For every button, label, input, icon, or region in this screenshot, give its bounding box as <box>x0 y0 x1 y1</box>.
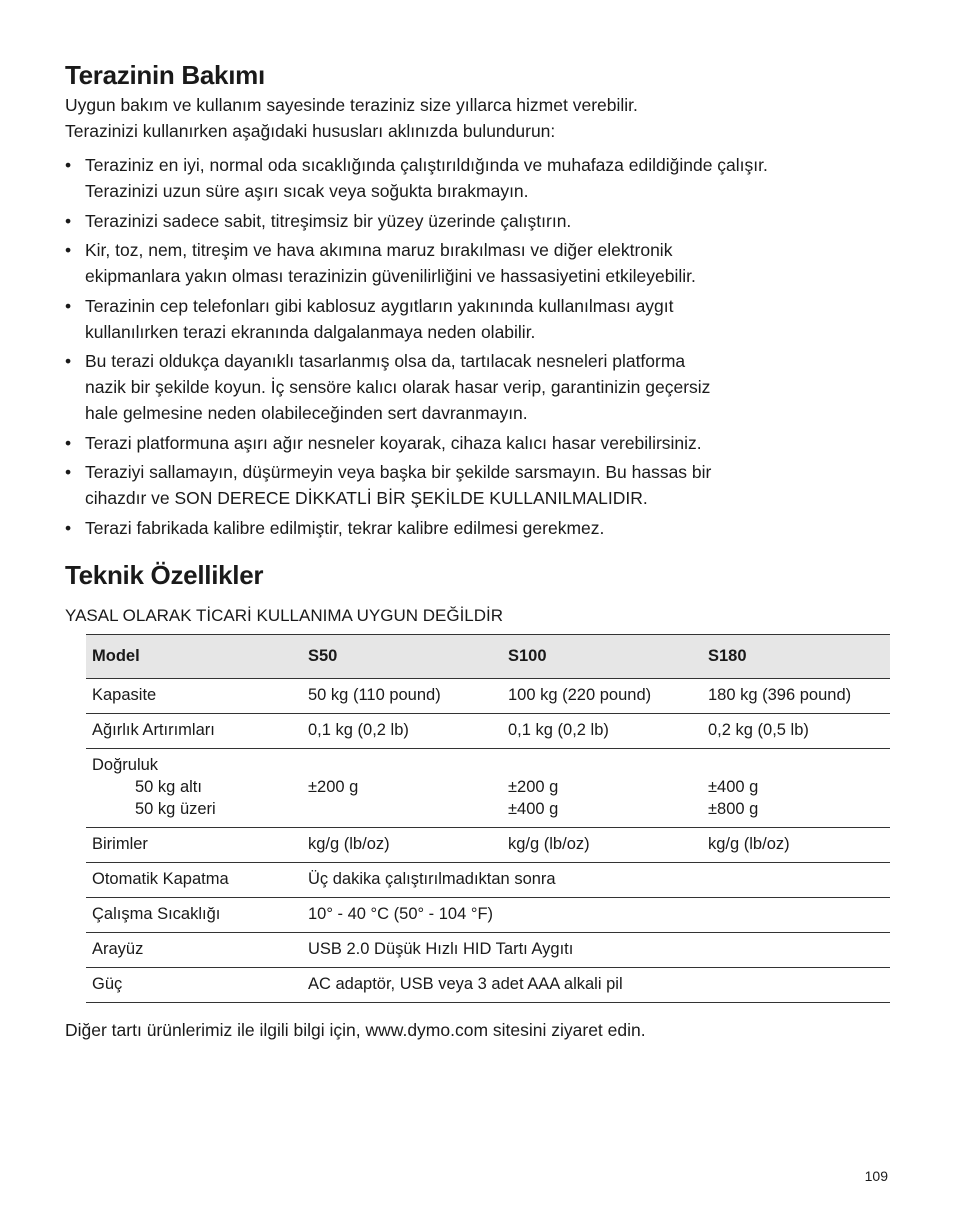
list-item-text: kullanılırken terazi ekranında dalgalanmaya neden olabilir. <box>85 321 536 342</box>
bullet-glyph: • <box>65 517 72 538</box>
bullet-glyph: • <box>65 155 72 175</box>
row-label-capacity: Kapasite <box>86 678 302 713</box>
list-item <box>65 459 890 511</box>
bullet-glyph: • <box>65 351 72 371</box>
list-item <box>65 152 890 204</box>
list-item-text: Terazi platformuna aşırı ağır nesneler koyarak, cihaza kalıcı hasar verebilirsiniz. <box>85 432 702 453</box>
list-item-text: Terazinizi uzun süre aşırı sıcak veya soğukta bırakmayın. <box>85 181 529 201</box>
table-cell: AC adaptör, USB veya 3 adet AAA alkali pil <box>302 967 890 1002</box>
table-cell: USB 2.0 Düşük Hızlı HID Tartı Aygıtı <box>302 932 890 967</box>
table-row <box>86 678 890 713</box>
document-page <box>65 58 890 1043</box>
row-label-units: Birimler <box>86 827 302 862</box>
accuracy-value: ±400 g <box>508 799 559 818</box>
list-item <box>65 430 890 456</box>
accuracy-sub-label: 50 kg altı <box>135 777 202 796</box>
row-label-power: Güç <box>86 967 302 1002</box>
list-item-text: Teraziniz en iyi, normal oda sıcaklığında çalıştırıldığında ve muhafaza edildiğinde çalışır. <box>85 155 768 175</box>
row-label-increments: Ağırlık Artırımları <box>86 713 302 748</box>
list-item <box>65 515 890 541</box>
specs-title: Teknik Özellikler <box>65 559 264 590</box>
table-cell: 180 kg (396 pound) <box>702 678 890 713</box>
bullet-glyph: • <box>65 462 72 482</box>
row-label-accuracy <box>86 748 302 827</box>
table-cell <box>702 748 890 827</box>
table-cell: 100 kg (220 pound) <box>502 678 702 713</box>
list-item <box>65 237 890 289</box>
list-item <box>65 293 890 345</box>
table-header-row <box>86 634 890 678</box>
row-label-auto-off: Otomatik Kapatma <box>86 862 302 897</box>
bullet-glyph: • <box>65 240 72 260</box>
table-cell <box>302 748 502 827</box>
table-row <box>86 932 890 967</box>
table-cell: kg/g (lb/oz) <box>502 827 702 862</box>
list-item-text: cihazdır ve SON DERECE DİKKATLİ BİR ŞEKİLDE KULLANILMALIDIR. <box>85 488 648 508</box>
table-cell <box>502 748 702 827</box>
table-row <box>86 748 890 827</box>
accuracy-value: ±200 g <box>508 777 559 796</box>
list-item-text: Kir, toz, nem, titreşim ve hava akımına maruz bırakılması ve diğer elektronik <box>85 240 673 260</box>
list-item-text: Terazinin cep telefonları gibi kablosuz aygıtların yakınında kullanılması aygıt <box>85 295 674 316</box>
table-cell: kg/g (lb/oz) <box>702 827 890 862</box>
maintenance-title: Terazinin Bakımı <box>65 60 265 90</box>
list-item-text: Terazi fabrikada kalibre edilmiştir, tekrar kalibre edilmesi gerekmez. <box>85 517 605 538</box>
list-item-text: Terazinizi sadece sabit, titreşimsiz bir yüzey üzerinde çalıştırın. <box>85 210 572 231</box>
table-row <box>86 897 890 932</box>
bullet-glyph: • <box>65 432 72 453</box>
accuracy-value: ±800 g <box>708 799 759 818</box>
page-number: 109 <box>864 1168 888 1184</box>
maintenance-list <box>65 152 890 541</box>
table-row <box>86 827 890 862</box>
table-cell: 10° - 40 °C (50° - 104 °F) <box>302 897 890 932</box>
table-row <box>86 713 890 748</box>
specs-table <box>86 634 890 1003</box>
table-cell: 0,2 kg (0,5 lb) <box>702 713 890 748</box>
column-header-model: Model <box>86 634 302 678</box>
table-row <box>86 862 890 897</box>
column-header-s100: S100 <box>502 634 702 678</box>
table-row <box>86 967 890 1002</box>
intro-line: Terazinizi kullanırken aşağıdaki hususları aklınızda bulundurun: <box>65 121 556 141</box>
footer-text: Diğer tartı ürünlerimiz ile ilgili bilgi için, www.dymo.com sitesini ziyaret edin. <box>65 1019 646 1040</box>
list-item <box>65 208 890 234</box>
table-cell: 50 kg (110 pound) <box>302 678 502 713</box>
accuracy-value: ±200 g <box>308 777 359 796</box>
accuracy-value: ±400 g <box>708 777 759 796</box>
row-label-interface: Arayüz <box>86 932 302 967</box>
table-cell: 0,1 kg (0,2 lb) <box>302 713 502 748</box>
maintenance-intro <box>65 92 890 144</box>
list-item-text: nazik bir şekilde koyun. İç sensöre kalıcı olarak hasar verip, garantinizin geçersiz <box>85 377 711 397</box>
list-item-text: hale gelmesine neden olabileceğinden sert davranmayın. <box>85 403 528 423</box>
table-cell: 0,1 kg (0,2 lb) <box>502 713 702 748</box>
table-cell: Üç dakika çalıştırılmadıktan sonra <box>302 862 890 897</box>
accuracy-sub-label: 50 kg üzeri <box>135 799 216 818</box>
row-label-operating-temp: Çalışma Sıcaklığı <box>86 897 302 932</box>
intro-line: Uygun bakım ve kullanım sayesinde teraziniz size yıllarca hizmet verebilir. <box>65 95 638 115</box>
accuracy-label: Doğruluk <box>92 755 159 774</box>
legal-note: YASAL OLARAK TİCARİ KULLANIMA UYGUN DEĞİLDİR <box>65 605 504 625</box>
list-item-text: Bu terazi oldukça dayanıklı tasarlanmış olsa da, tartılacak nesneleri platforma <box>85 351 686 371</box>
list-item <box>65 348 890 426</box>
list-item-text: Teraziyi sallamayın, düşürmeyin veya başka bir şekilde sarsmayın. Bu hassas bir <box>85 462 712 482</box>
list-item-text: ekipmanlara yakın olması terazinizin güvenilirliğini ve hassasiyetini etkileyebilir. <box>85 266 696 286</box>
column-header-s180: S180 <box>702 634 890 678</box>
table-cell: kg/g (lb/oz) <box>302 827 502 862</box>
bullet-glyph: • <box>65 295 72 316</box>
bullet-glyph: • <box>65 210 72 231</box>
column-header-s50: S50 <box>302 634 502 678</box>
